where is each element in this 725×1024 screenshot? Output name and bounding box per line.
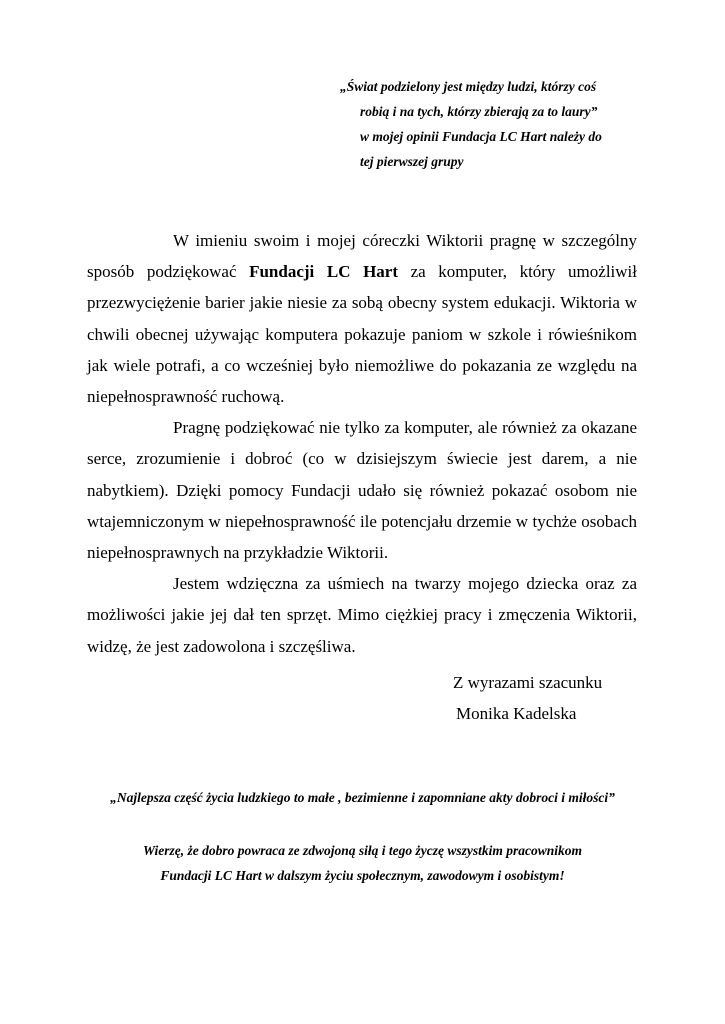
closing-greeting: Z wyrazami szacunku <box>453 673 603 692</box>
letter-paragraph-2: Pragnę podziękować nie tylko za komputer, ale również za okazane serce, zrozumienie i dobroć (co w dzisiejszym świecie jest darem, a nie nabytkiem). Dzięki pomocy Fundacji udało się również pokazać osobom nie wtajemniczonym w niepełnosprawność ile potencjału drzemie w tychże osobach niepełnosprawnych na przykładzie Wiktorii. <box>87 418 637 563</box>
opening-quote-line: robią i na tych, którzy zbierają za to laury” <box>360 104 598 119</box>
foundation-name: Fundacji LC Hart <box>249 262 398 282</box>
paragraph-text: W imieniu swoim i mojej córeczki Wiktorii pragnę w szczególny sposób podziękować <box>87 231 637 282</box>
opening-quote-line: tej pierwszej grupy <box>360 154 464 169</box>
letter-body <box>87 225 637 662</box>
closing-block <box>453 667 602 729</box>
letter-paragraph-3: Jestem wdzięczna za uśmiech na twarzy mojego dziecka oraz za możliwości jakie jej dał ten sprzęt. Mimo ciężkiej pracy i zmęczenia Wiktorii, widzę, że jest zadowolona i szczęśliwa. <box>87 574 637 656</box>
opening-quote <box>340 74 670 174</box>
paragraph-text: za komputer, który umożliwił przezwyciężenie barier jakie niesie za sobą obecny system edukacji. Wiktoria w chwili obecnej używając komputera pokazuje paniom w szkole i rówieśnikom jak wiele potrafi, a co wcześniej było niemożliwe do pokazania ze względu na niepełnosprawność ruchową. <box>87 262 637 407</box>
motto-quote: „Najlepsza część życia ludzkiego to małe , bezimienne i zapomniane akty dobroci i miłości” <box>110 790 615 805</box>
closing-wish-line: Wierzę, że dobro powraca ze zdwojoną siłą i tego życzę wszystkim pracownikom <box>142 843 582 858</box>
opening-quote-line: w mojej opinii Fundacja LC Hart należy do <box>360 129 602 144</box>
closing-wish-line: Fundacji LC Hart w dalszym życiu społecznym, zawodowym i osobistym! <box>160 868 565 883</box>
signature: Monika Kadelska <box>456 704 577 723</box>
closing-wish <box>0 838 725 888</box>
opening-quote-line: „Świat podzielony jest między ludzi, którzy coś <box>340 79 597 94</box>
letter-paragraph-1 <box>87 225 637 412</box>
